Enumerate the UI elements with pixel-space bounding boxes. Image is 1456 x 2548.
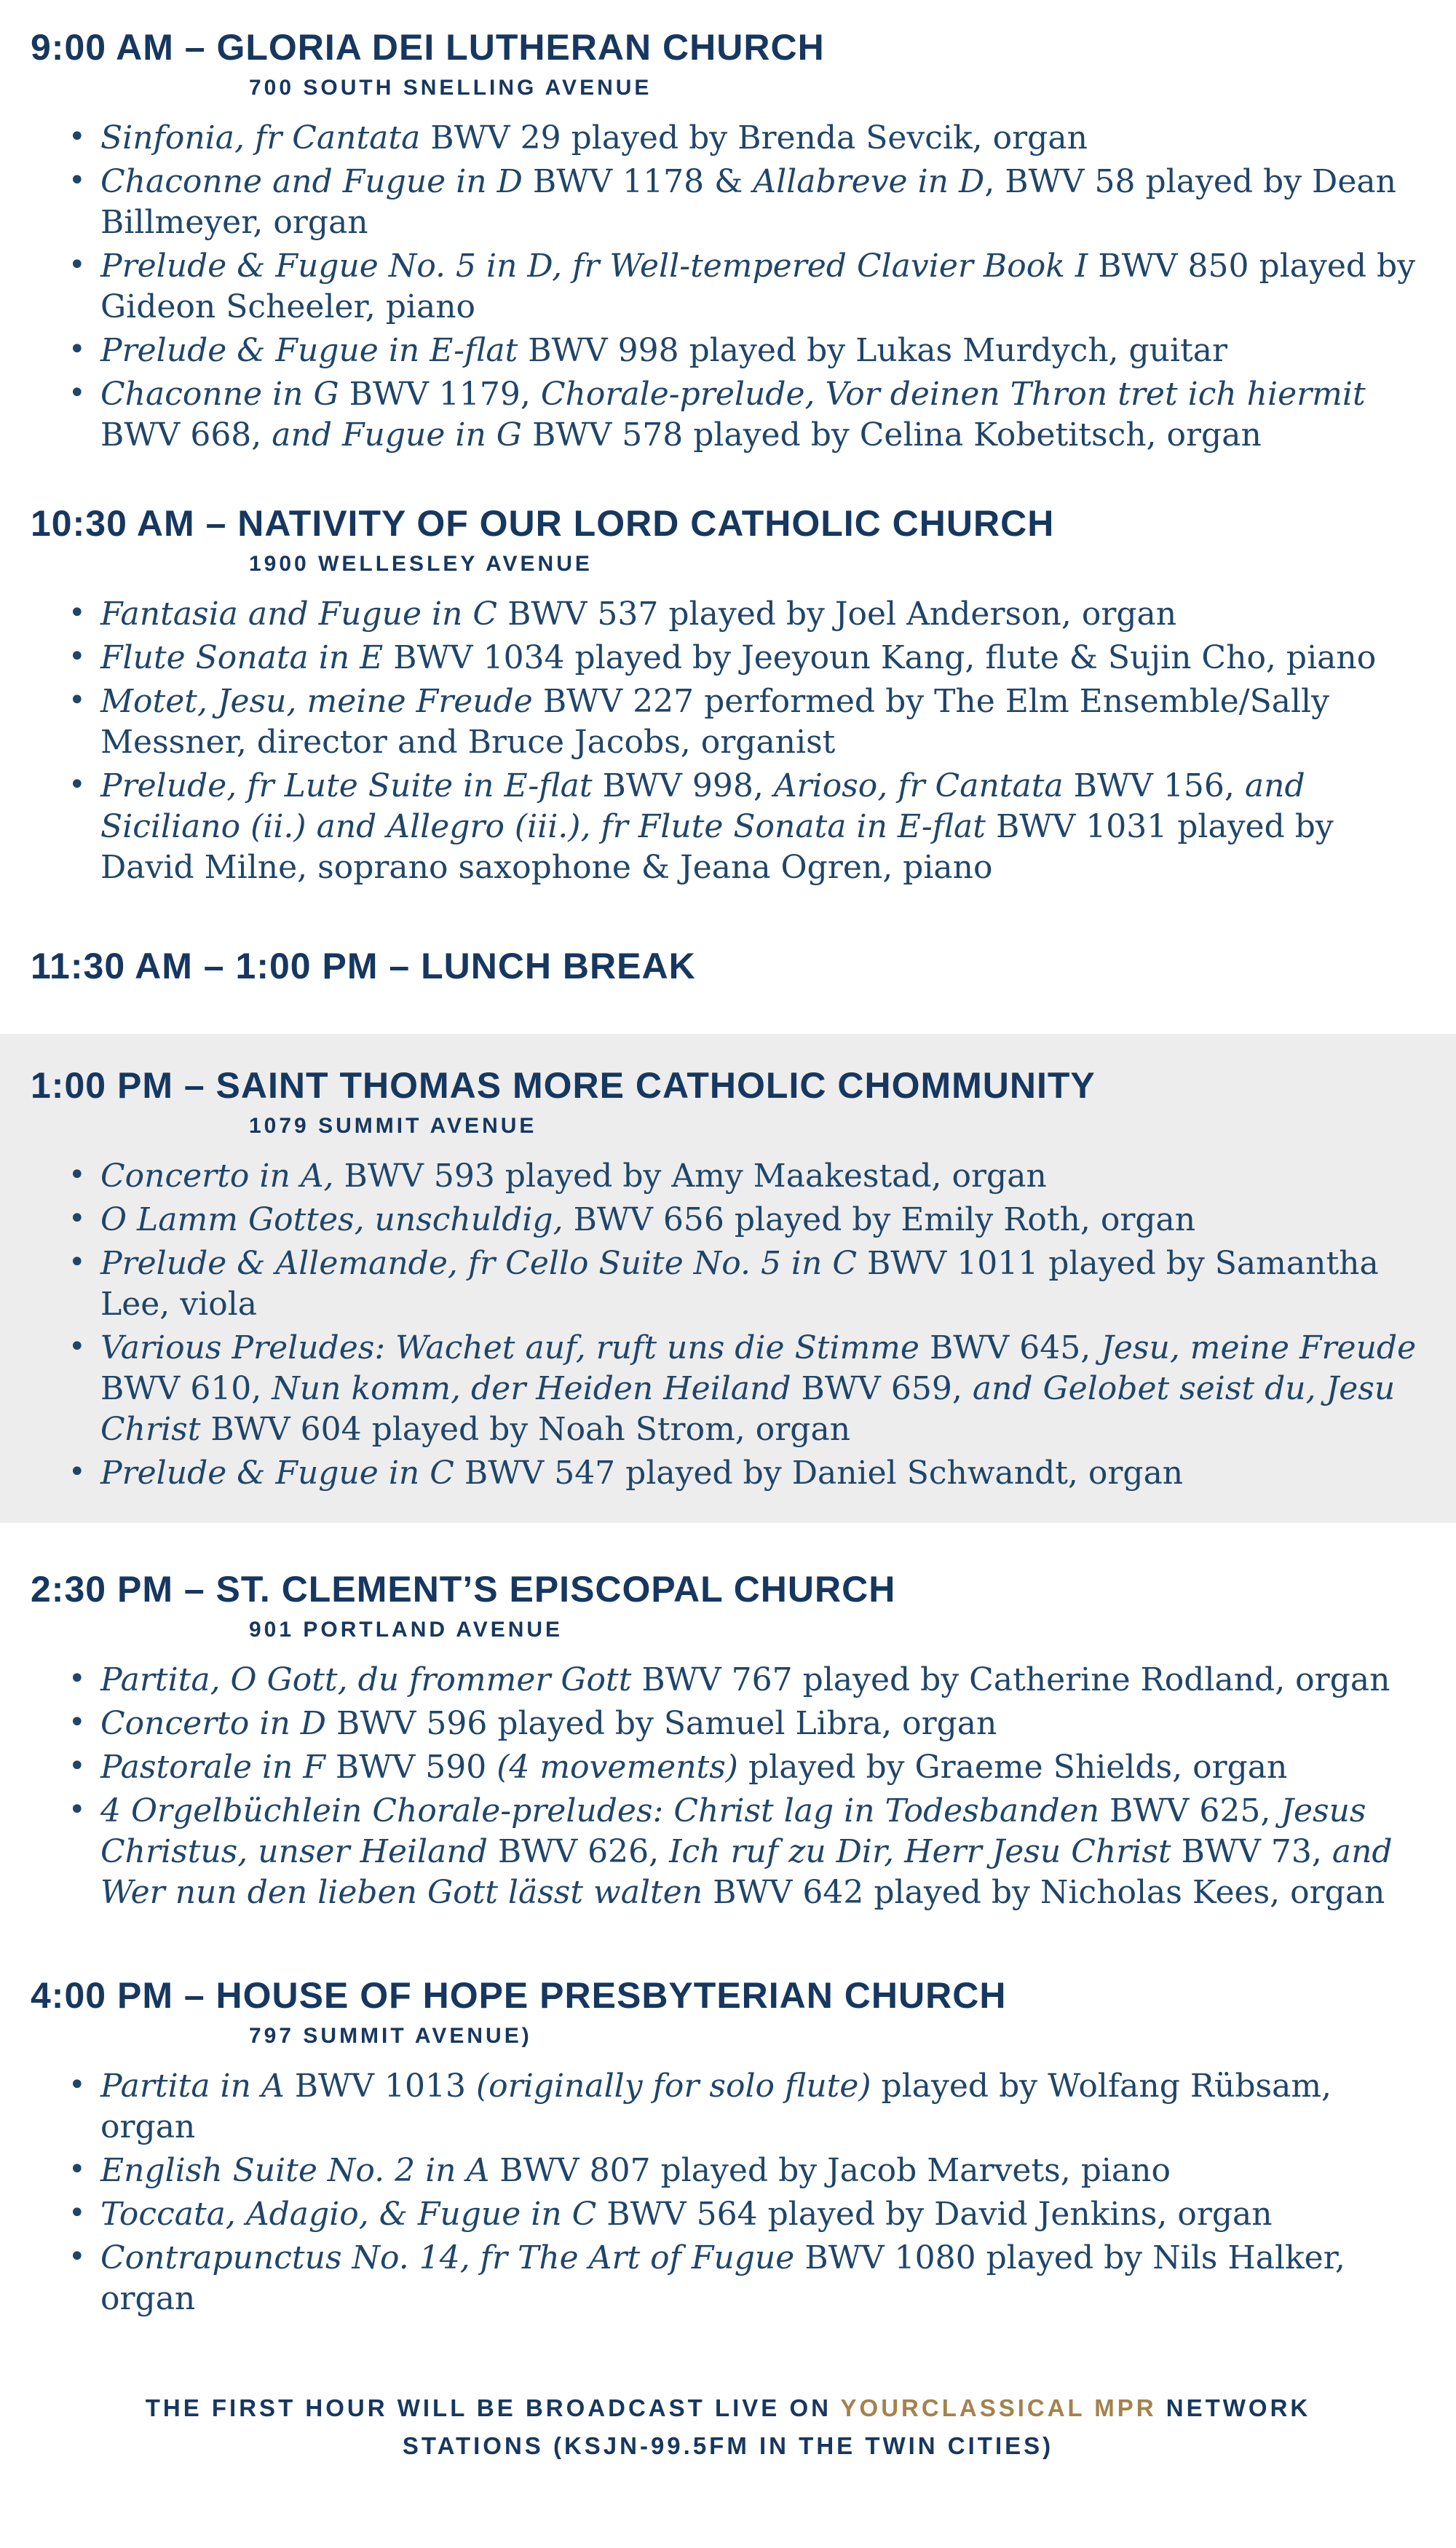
piece-title-segment: and Fugue in G <box>272 416 522 454</box>
piece-detail-segment: BWV 1178 & <box>522 163 753 200</box>
piece-detail-segment: BWV 668, <box>100 416 272 454</box>
piece-title-segment: Pastorale in F <box>100 1749 325 1786</box>
schedule-section-house-of-hope <box>0 1974 1456 2319</box>
schedule-section-thomas-more <box>0 1034 1456 1523</box>
piece-detail-segment: BWV 659, <box>791 1370 973 1407</box>
piece-title-segment: Nun komm, der Heiden Heiland <box>272 1370 791 1407</box>
piece-detail-segment: BWV 625, <box>1099 1792 1281 1829</box>
piece-detail-segment: BWV 642 played by Nicholas Kees, organ <box>703 1874 1385 1911</box>
piece-title-segment: Prelude & Fugue No. 5 in D, fr Well-tempered Clavier Book I <box>100 248 1088 285</box>
footer-text-segment: THE FIRST HOUR WILL BE BROADCAST LIVE ON <box>145 2394 841 2421</box>
piece-detail-segment: BWV 590 <box>325 1749 497 1786</box>
piece-title-segment: Chaconne and Fugue in D <box>100 163 523 200</box>
piece-detail-segment: BWV 593 played by Amy Maakestad, organ <box>333 1158 1047 1195</box>
schedule-section-clements <box>0 1568 1456 1913</box>
piece-title-segment: Motet, Jesu, meine Freude <box>100 683 533 720</box>
piece-title-segment: Partita in A <box>100 2068 285 2105</box>
piece-detail-segment: BWV 578 played by Celina Kobetitsch, organ <box>521 416 1262 454</box>
section-time-title: 2:30 PM – ST. CLEMENT’S EPISCOPAL CHURCH <box>31 1569 896 1610</box>
piece-title-segment: Arioso, fr Cantata <box>773 767 1064 804</box>
piece-detail-segment: BWV 807 played by Jacob Marvets, piano <box>489 2152 1171 2189</box>
piece-title-segment: Prelude, fr Lute Suite in E-flat <box>100 767 593 804</box>
section-time-title: 9:00 AM – GLORIA DEI LUTHERAN CHURCH <box>31 27 825 68</box>
piece-detail-segment: BWV 29 played by Brenda Sevcik, organ <box>420 119 1088 157</box>
schedule-section-lunch <box>0 945 1456 987</box>
piece-item <box>100 246 1420 328</box>
piece-detail-segment: BWV 767 played by Catherine Rodland, organ <box>631 1661 1390 1698</box>
footer-text-segment: NETWORK STATIONS (KSJN-99.5FM IN THE TWIN CITIES) <box>402 2394 1311 2459</box>
footer-brand-highlight: YOURCLASSICAL MPR <box>840 2394 1157 2421</box>
piece-detail-segment: BWV 1011 played by Samantha Lee, viola <box>100 1245 1379 1323</box>
piece-title-segment: (originally for solo flute) <box>476 2068 871 2105</box>
piece-item <box>100 2151 1420 2191</box>
section-address: 1900 WELLESLEY AVENUE <box>249 552 593 576</box>
piece-title-segment: (4 movements) <box>496 1749 738 1786</box>
piece-item <box>100 118 1420 159</box>
piece-title-segment: Toccata, Adagio, & Fugue in C <box>100 2196 597 2233</box>
piece-detail-segment: BWV 998 played by Lukas Murdych, guitar <box>518 332 1228 369</box>
piece-list <box>31 2066 1420 2319</box>
piece-detail-segment: BWV 656 played by Emily Roth, organ <box>563 1201 1196 1238</box>
piece-item <box>100 681 1420 763</box>
piece-item <box>100 2238 1420 2319</box>
broadcast-footer-note <box>109 2389 1347 2465</box>
piece-title-segment: Contrapunctus No. 14, fr The Art of Fugue <box>100 2239 795 2276</box>
section-time-title: 10:30 AM – NATIVITY OF OUR LORD CATHOLIC CHURCH <box>31 503 1055 544</box>
piece-item <box>100 1200 1420 1241</box>
piece-detail-segment: BWV 998, <box>592 767 774 804</box>
piece-item <box>100 2194 1420 2235</box>
schedule-list <box>0 26 1456 2319</box>
piece-item <box>100 331 1420 371</box>
piece-item <box>100 1156 1420 1197</box>
piece-title-segment: and Wer nun den lieben Gott lässt walten <box>100 1833 1393 1911</box>
piece-item <box>100 594 1420 635</box>
piece-title-segment: Various Preludes: Wachet auf, ruft uns die Stimme <box>100 1329 919 1366</box>
section-address: 1079 SUMMIT AVENUE <box>249 1114 537 1138</box>
schedule-section-gloria-dei <box>0 26 1456 456</box>
section-address: 700 SOUTH SNELLING AVENUE <box>249 76 652 100</box>
piece-detail-segment: played by Wolfang Rübsam, organ <box>100 2068 1332 2145</box>
section-time-title: 1:00 PM – SAINT THOMAS MORE CATHOLIC CHOMMUNITY <box>31 1065 1096 1106</box>
piece-detail-segment: BWV 1034 played by Jeeyoun Kang, flute & Sujin Cho, piano <box>383 639 1377 676</box>
piece-title-segment: Chaconne in G <box>100 376 339 413</box>
piece-title-segment: Concerto in A, <box>100 1158 334 1195</box>
piece-item <box>100 374 1420 456</box>
piece-detail-segment: BWV 850 played by Gideon Scheeler, piano <box>100 248 1416 325</box>
section-time-title: 11:30 AM – 1:00 PM – LUNCH BREAK <box>31 946 696 986</box>
piece-detail-segment: BWV 604 played by Noah Strom, organ <box>200 1411 851 1448</box>
piece-title-segment: Sinfonia, fr Cantata <box>100 119 421 157</box>
piece-item <box>100 1747 1420 1788</box>
piece-title-segment: Flute Sonata in E <box>100 639 384 676</box>
piece-title-segment: Allabreve in D <box>753 163 985 200</box>
piece-item <box>100 1243 1420 1325</box>
piece-title-segment: Ich ruf zu Dir, Herr Jesu Christ <box>669 1833 1171 1870</box>
piece-title-segment: Jesu, meine Freude <box>1101 1329 1417 1366</box>
piece-item <box>100 1660 1420 1701</box>
piece-item <box>100 2066 1420 2148</box>
piece-title-segment: Prelude & Fugue in E-flat <box>100 332 518 369</box>
piece-item <box>100 1791 1420 1913</box>
piece-detail-segment: BWV 564 played by David Jenkins, organ <box>596 2196 1273 2233</box>
section-address: 797 SUMMIT AVENUE) <box>249 2024 532 2048</box>
piece-title-segment: Fantasia and Fugue in C <box>100 596 498 633</box>
piece-detail-segment: BWV 626, <box>487 1833 670 1870</box>
piece-item <box>100 162 1420 243</box>
piece-title-segment: Concerto in D <box>100 1705 327 1742</box>
piece-title-segment: Prelude & Allemande, fr Cello Suite No. 5 in C <box>100 1245 857 1282</box>
piece-title-segment: and Gelobet seist du, Jesu Christ <box>100 1370 1396 1448</box>
piece-detail-segment: BWV 156, <box>1063 767 1245 804</box>
piece-title-segment: Chorale-prelude, Vor deinen Thron tret ich hiermit <box>540 376 1366 413</box>
piece-list <box>31 118 1420 456</box>
piece-detail-segment: BWV 1080 played by Nils Halker, organ <box>100 2239 1345 2317</box>
piece-detail-segment: BWV 73, <box>1171 1833 1332 1870</box>
piece-title-segment: Partita, O Gott, du frommer Gott <box>100 1661 632 1698</box>
piece-title-segment: English Suite No. 2 in A <box>100 2152 490 2189</box>
section-address: 901 PORTLAND AVENUE <box>249 1618 563 1642</box>
section-time-title: 4:00 PM – HOUSE OF HOPE PRESBYTERIAN CHURCH <box>31 1975 1007 2016</box>
piece-detail-segment: BWV 1013 <box>284 2068 477 2105</box>
piece-title-segment: Jesus Christus, unser Heiland <box>100 1792 1366 1870</box>
piece-detail-segment: BWV 227 performed by The Elm Ensemble/Sally Messner, director and Bruce Jacobs, organist <box>100 683 1329 761</box>
piece-detail-segment: BWV 596 played by Samuel Libra, organ <box>326 1705 997 1742</box>
piece-detail-segment: BWV 645, <box>919 1329 1101 1366</box>
piece-detail-segment: , BWV 58 played by Dean Billmeyer, organ <box>100 163 1396 241</box>
piece-title-segment: O Lamm Gottes, unschuldig, <box>100 1201 563 1238</box>
piece-detail-segment: BWV 537 played by Joel Anderson, organ <box>497 596 1177 633</box>
schedule-section-nativity <box>0 502 1456 888</box>
piece-title-segment: 4 Orgelbüchlein Chorale-preludes: Christ lag in Todesbanden <box>100 1792 1100 1829</box>
piece-detail-segment: BWV 1031 played by David Milne, soprano saxophone & Jeana Ogren, piano <box>100 808 1334 886</box>
piece-list <box>31 1660 1420 1913</box>
piece-detail-segment: BWV 547 played by Daniel Schwandt, organ <box>454 1455 1184 1492</box>
piece-item <box>100 766 1420 888</box>
piece-detail-segment: played by Graeme Shields, organ <box>737 1749 1288 1786</box>
piece-title-segment: and Siciliano (ii.) and Allegro (iii.), fr Flute Sonata in E-flat <box>100 767 1305 845</box>
piece-item <box>100 1704 1420 1744</box>
piece-list <box>31 1156 1420 1494</box>
piece-item <box>100 638 1420 678</box>
piece-list <box>31 594 1420 888</box>
piece-detail-segment: BWV 1179, <box>339 376 541 413</box>
piece-item <box>100 1328 1420 1450</box>
piece-detail-segment: BWV 610, <box>100 1370 272 1407</box>
piece-item <box>100 1453 1420 1494</box>
piece-title-segment: Prelude & Fugue in C <box>100 1455 454 1492</box>
